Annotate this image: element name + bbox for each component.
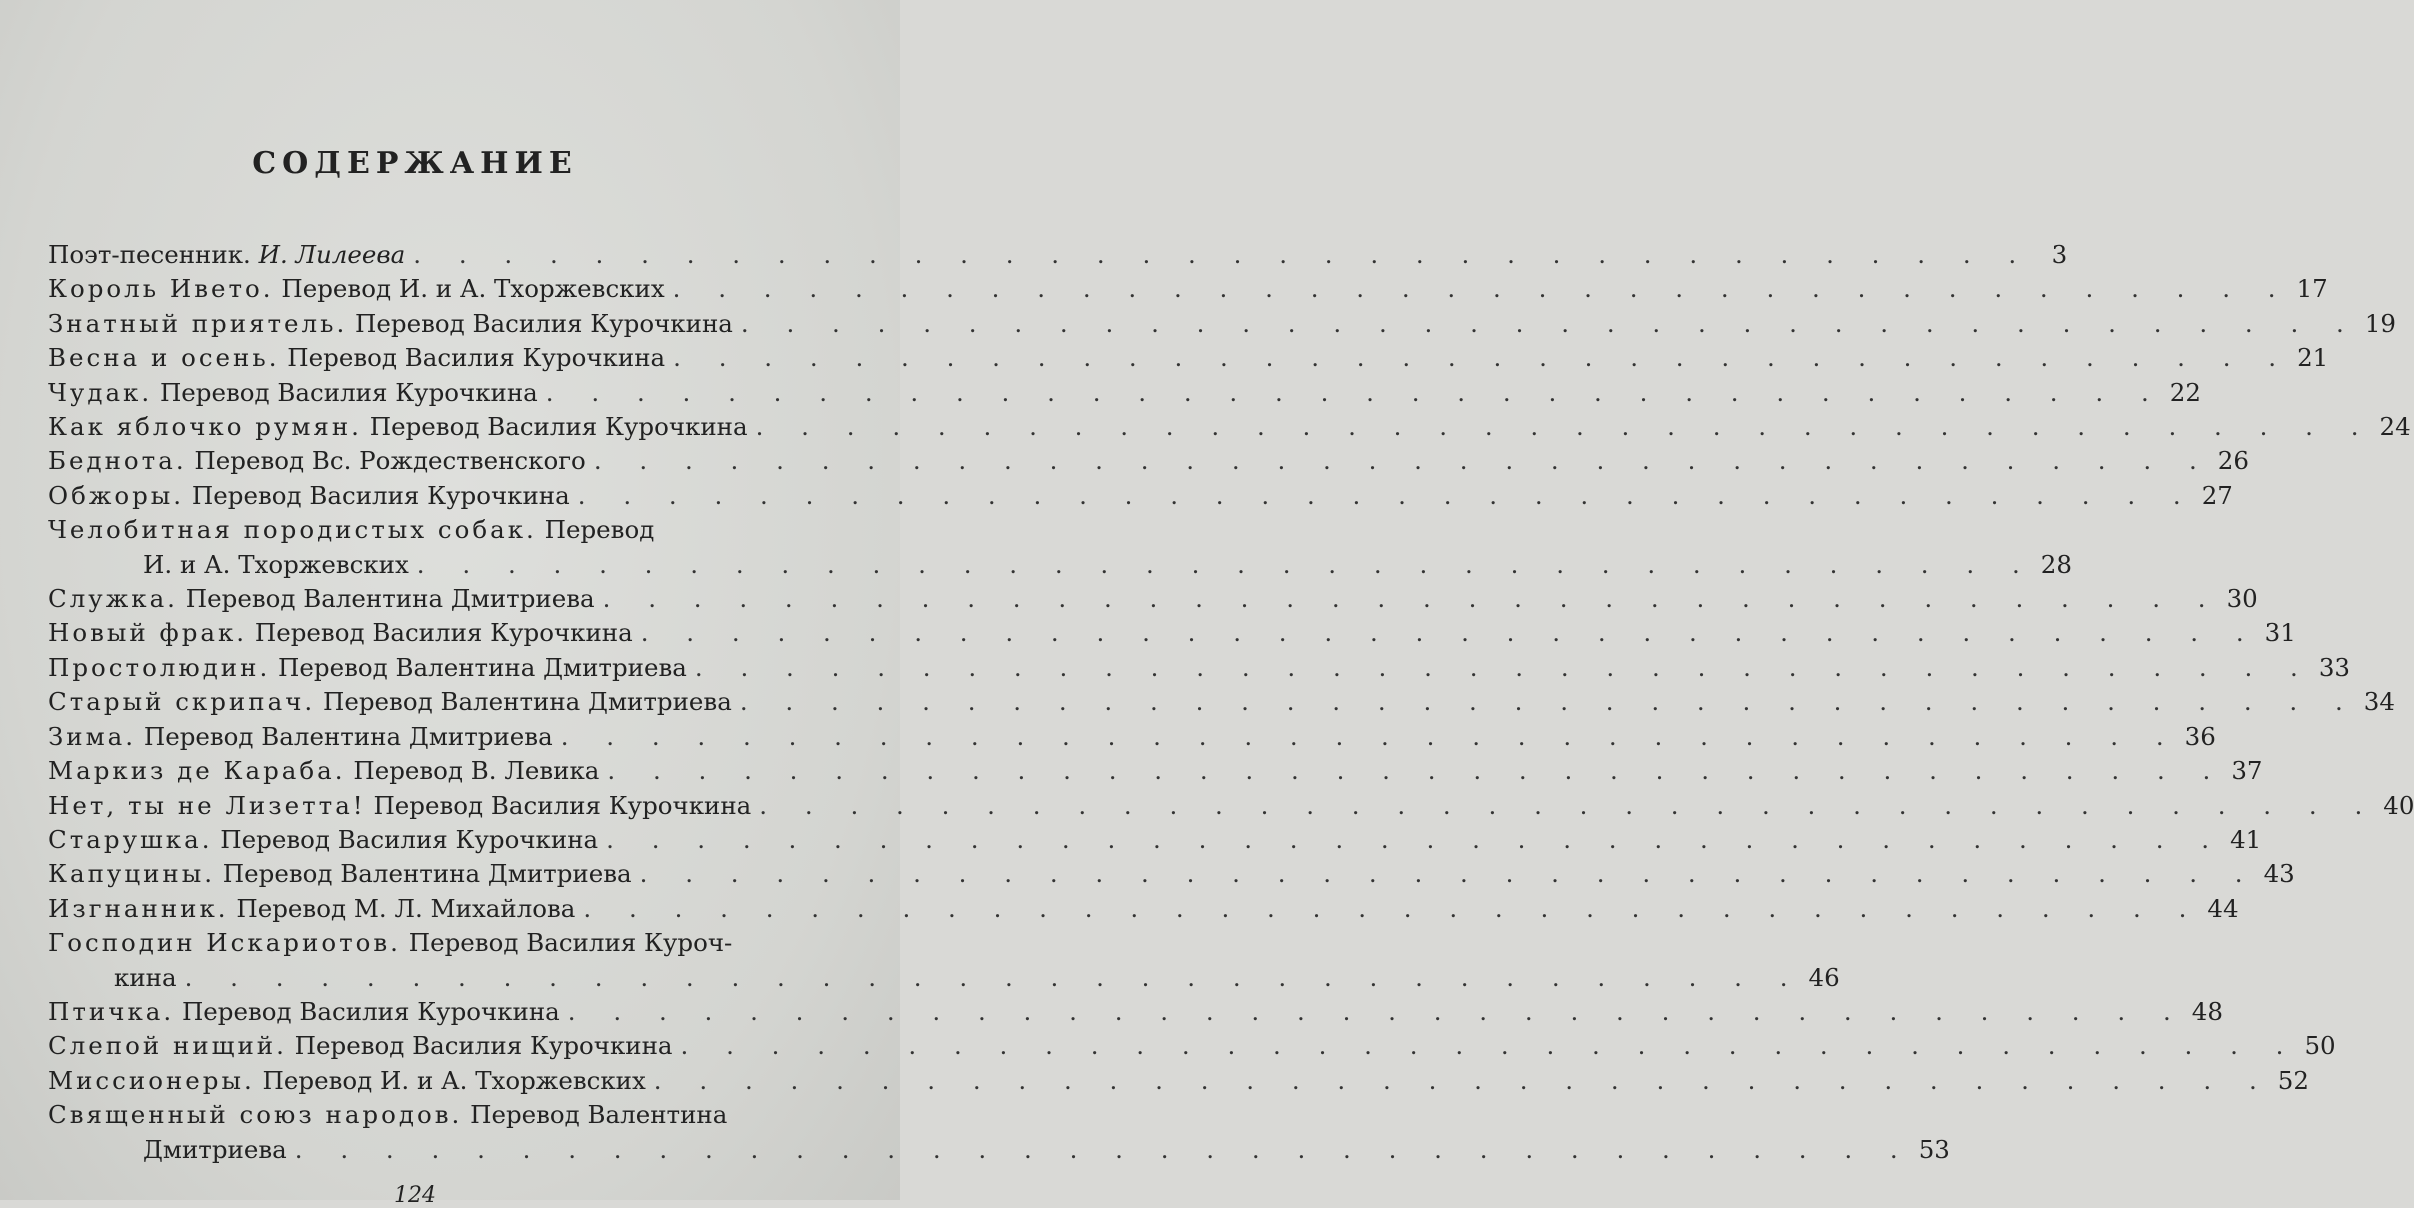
entry-translator: Перевод Василия Курочкина	[365, 790, 752, 820]
entry-title: Старушка.	[48, 824, 213, 854]
entry-page-number: 3	[2051, 240, 2068, 269]
entry-title: Чудак.	[48, 377, 153, 407]
leader-dots: . . . . . . . . . . . . . . . . . . . . . . . . . . . . . . . . . . . .	[545, 377, 2164, 407]
entry-translator: Перевод М. Л. Михайлова	[228, 893, 576, 923]
entry-translator: Перевод Василия Курочкина	[212, 824, 599, 854]
leader-dots: . . . . . . . . . . . . . . . . . . . . . . . . . . . . . . . . . . . .	[680, 1031, 2299, 1061]
entry-title: Служка.	[48, 584, 178, 614]
leader-dots: . . . . . . . . . . . . . . . . . . . . . . . . . . . . . . . . . . . .	[583, 893, 2202, 923]
entry-page-number: 41	[2230, 824, 2262, 854]
toc-entry	[48, 616, 2296, 650]
leader-dots: . . . . . . . . . . . . . . . . . . . . . . . . . . . . . . . . . . . .	[673, 343, 2292, 373]
toc-entry	[48, 376, 2201, 410]
entry-translator: Перевод Василия Курочкина	[247, 618, 633, 648]
toc-entry	[48, 926, 1840, 995]
toc-entry	[48, 1064, 2309, 1098]
entry-title: Миссионеры.	[48, 1065, 255, 1095]
entry-translator: Перевод Василия Курочкина	[152, 377, 538, 407]
entry-translator: Перевод И. и А. Тхоржевских	[254, 1065, 646, 1095]
page-number-footer: 124	[394, 1183, 436, 1208]
toc-entry	[48, 823, 2262, 857]
entry-title: Весна и осень.	[48, 343, 280, 373]
entry-translator: Перевод	[536, 515, 655, 545]
entry-title: Обжоры.	[48, 480, 185, 510]
leader-dots: . . . . . . . . . . . . . . . . . . . . . . . . . . . . . . . . . . . .	[653, 1065, 2272, 1095]
entry-translator: Перевод В. Левика	[345, 756, 600, 786]
leader-dots: . . . . . . . . . . . . . . . . . . . . . . . . . . . . . . . . . . . .	[607, 756, 2226, 786]
entry-title: Священный союз народов.	[48, 1100, 463, 1130]
entry-page-number: 37	[2231, 756, 2263, 786]
toc-entry	[48, 341, 2329, 375]
entry-translator: Перевод Валентина Дмитриева	[177, 584, 595, 614]
entry-page-number: 30	[2226, 584, 2258, 614]
leader-dots: . . . . . . . . . . . . . . . . . . . . . . . . . . . . . . . . . . . .	[739, 687, 2358, 717]
leader-dots: . . . . . . . . . . . . . . . . . . . . . . . . . . . . . . . . . . . .	[602, 584, 2221, 614]
entry-title: Зима.	[48, 721, 137, 751]
entry-page-number: 44	[2207, 893, 2239, 923]
entry-title: Челобитная породистых собак.	[48, 515, 537, 545]
toc-entry	[48, 857, 2295, 891]
entry-title: Беднота.	[48, 446, 187, 476]
entry-page-number: 34	[2363, 687, 2395, 717]
entry-translator: Перевод Валентина Дмитриева	[315, 687, 732, 717]
entry-title: Изгнанник.	[48, 893, 229, 923]
entry-page-number: 53	[1918, 1134, 1950, 1164]
leader-dots: . . . . . . . . . . . . . . . . . . . . . . . . . . . . . . . . . . . .	[294, 1134, 1913, 1164]
entry-translator: Перевод Василия Курочкина	[174, 996, 560, 1026]
toc-entry	[48, 995, 2223, 1029]
leader-dots: . . . . . . . . . . . . . . . . . . . . . . . . . . . . . . . . . . . .	[567, 996, 2186, 1026]
entry-translator: Перевод Валентина Дмитриева	[136, 721, 553, 751]
toc-entry	[48, 789, 2414, 823]
toc-entry	[48, 444, 2249, 478]
toc-entry	[48, 238, 2068, 272]
leader-dots: . . . . . . . . . . . . . . . . . . . . . . . . . . . . . . . . . . . .	[755, 412, 2374, 442]
leader-dots: . . . . . . . . . . . . . . . . . . . . . . . . . . . . . . . . . . . .	[577, 480, 2196, 510]
leader-dots: . . . . . . . . . . . . . . . . . . . . . . . . . . . . . . . . . . . .	[640, 618, 2259, 648]
leader-dots: . . . . . . . . . . . . . . . . . . . . . . . . . . . . . . . . . . . .	[694, 652, 2313, 682]
entry-translator: Перевод Василия Курочкина	[361, 412, 748, 442]
entry-page-number: 21	[2297, 343, 2329, 373]
entry-title: Старый скрипач.	[48, 687, 316, 717]
toc-entry	[48, 582, 2258, 616]
page-title: СОДЕРЖАНИЕ	[252, 146, 578, 181]
entry-page-number: 19	[2364, 308, 2397, 338]
leader-dots: . . . . . . . . . . . . . . . . . . . . . . . . . . . . . . . . . . . .	[639, 859, 2258, 889]
leader-dots: . . . . . . . . . . . . . . . . . . . . . . . . . . . . . . . . . . . .	[759, 790, 2378, 820]
leader-dots: . . . . . . . . . . . . . . . . . . . . . . . . . . . . . . . . . . . .	[740, 308, 2359, 338]
entry-translator: Перевод Василия Куроч-	[400, 928, 733, 958]
toc-entry	[48, 892, 2239, 926]
entry-title: Птичка.	[48, 996, 175, 1026]
entry-page-number: 17	[2296, 274, 2328, 304]
toc-entry	[48, 685, 2395, 719]
leader-dots: . . . . . . . . . . . . . . . . . . . . . . . . . . . . . . . . . . . .	[606, 824, 2225, 854]
entry-translator: Перевод Василия Курочкина	[347, 308, 733, 338]
entry-title: Маркиз де Караба.	[48, 756, 346, 786]
entry-page-number: 33	[2318, 652, 2351, 682]
entry-continuation: кина	[114, 962, 177, 992]
entry-translator: Перевод Валентина Дмитриева	[270, 652, 687, 682]
entry-title: Слепой нищий.	[48, 1031, 287, 1061]
entry-continuation: Дмитриева	[143, 1134, 287, 1164]
leader-dots: . . . . . . . . . . . . . . . . . . . . . . . . . . . . . . . . . . . .	[413, 240, 2032, 269]
entry-page-number: 43	[2263, 859, 2295, 889]
entry-page-number: 28	[2040, 549, 2072, 579]
toc-entry	[48, 513, 2072, 582]
toc-entry	[48, 1098, 1950, 1167]
entry-page-number: 31	[2264, 618, 2296, 648]
leader-dots: . . . . . . . . . . . . . . . . . . . . . . . . . . . . . . . . . . . .	[560, 721, 2179, 751]
entry-title: Простолюдин.	[48, 652, 271, 682]
entry-translator: Перевод Василия Курочкина	[286, 1031, 673, 1061]
toc-entry	[48, 651, 2351, 685]
entry-title: Господин Искариотов.	[48, 928, 401, 958]
entry-page-number: 50	[2304, 1031, 2336, 1061]
entry-page-number: 22	[2169, 377, 2201, 407]
leader-dots: . . . . . . . . . . . . . . . . . . . . . . . . . . . . . . . . . . . .	[416, 549, 2035, 579]
entry-continuation: И. и А. Тхоржевских	[143, 549, 409, 579]
entry-author: И. Лилеева	[258, 240, 406, 269]
entry-page-number: 27	[2201, 480, 2233, 510]
entry-title: Знатный приятель.	[48, 308, 348, 338]
entry-title: Нет, ты не Лизетта!	[48, 790, 366, 820]
entry-page-number: 40	[2383, 790, 2414, 820]
entry-page-number: 46	[1808, 962, 1840, 992]
entry-page-number: 26	[2217, 446, 2249, 476]
toc-entry	[48, 272, 2328, 306]
entry-title: Поэт-песенник.	[48, 240, 251, 269]
toc-entry	[48, 1029, 2336, 1063]
entry-page-number: 48	[2191, 996, 2223, 1026]
toc-entry	[48, 720, 2216, 754]
entry-translator: Перевод Василия Курочкина	[279, 343, 666, 373]
entry-page-number: 52	[2277, 1065, 2309, 1095]
table-of-contents	[48, 238, 2414, 1167]
toc-entry	[48, 754, 2263, 788]
entry-title: Как яблочко румян.	[48, 412, 362, 442]
entry-translator: Перевод И. и А. Тхоржевских	[273, 274, 665, 304]
entry-translator	[251, 240, 259, 269]
leader-dots: . . . . . . . . . . . . . . . . . . . . . . . . . . . . . . . . . . . .	[672, 274, 2291, 304]
entry-title: Король Ивето.	[48, 274, 274, 304]
leader-dots: . . . . . . . . . . . . . . . . . . . . . . . . . . . . . . . . . . . .	[593, 446, 2212, 476]
entry-translator: Перевод Вс. Рождественского	[186, 446, 586, 476]
leader-dots: . . . . . . . . . . . . . . . . . . . . . . . . . . . . . . . . . . . .	[184, 962, 1803, 992]
entry-translator: Перевод Валентина	[462, 1100, 728, 1130]
entry-page-number: 36	[2184, 721, 2216, 751]
toc-entry	[48, 410, 2411, 444]
entry-translator: Перевод Василия Курочкина	[184, 480, 570, 510]
entry-title: Новый фрак.	[48, 618, 248, 648]
entry-title: Капуцины.	[48, 859, 216, 889]
entry-translator: Перевод Валентина Дмитриева	[215, 859, 632, 889]
entry-page-number: 24	[2379, 412, 2411, 442]
toc-entry	[48, 479, 2233, 513]
toc-entry	[48, 307, 2397, 341]
